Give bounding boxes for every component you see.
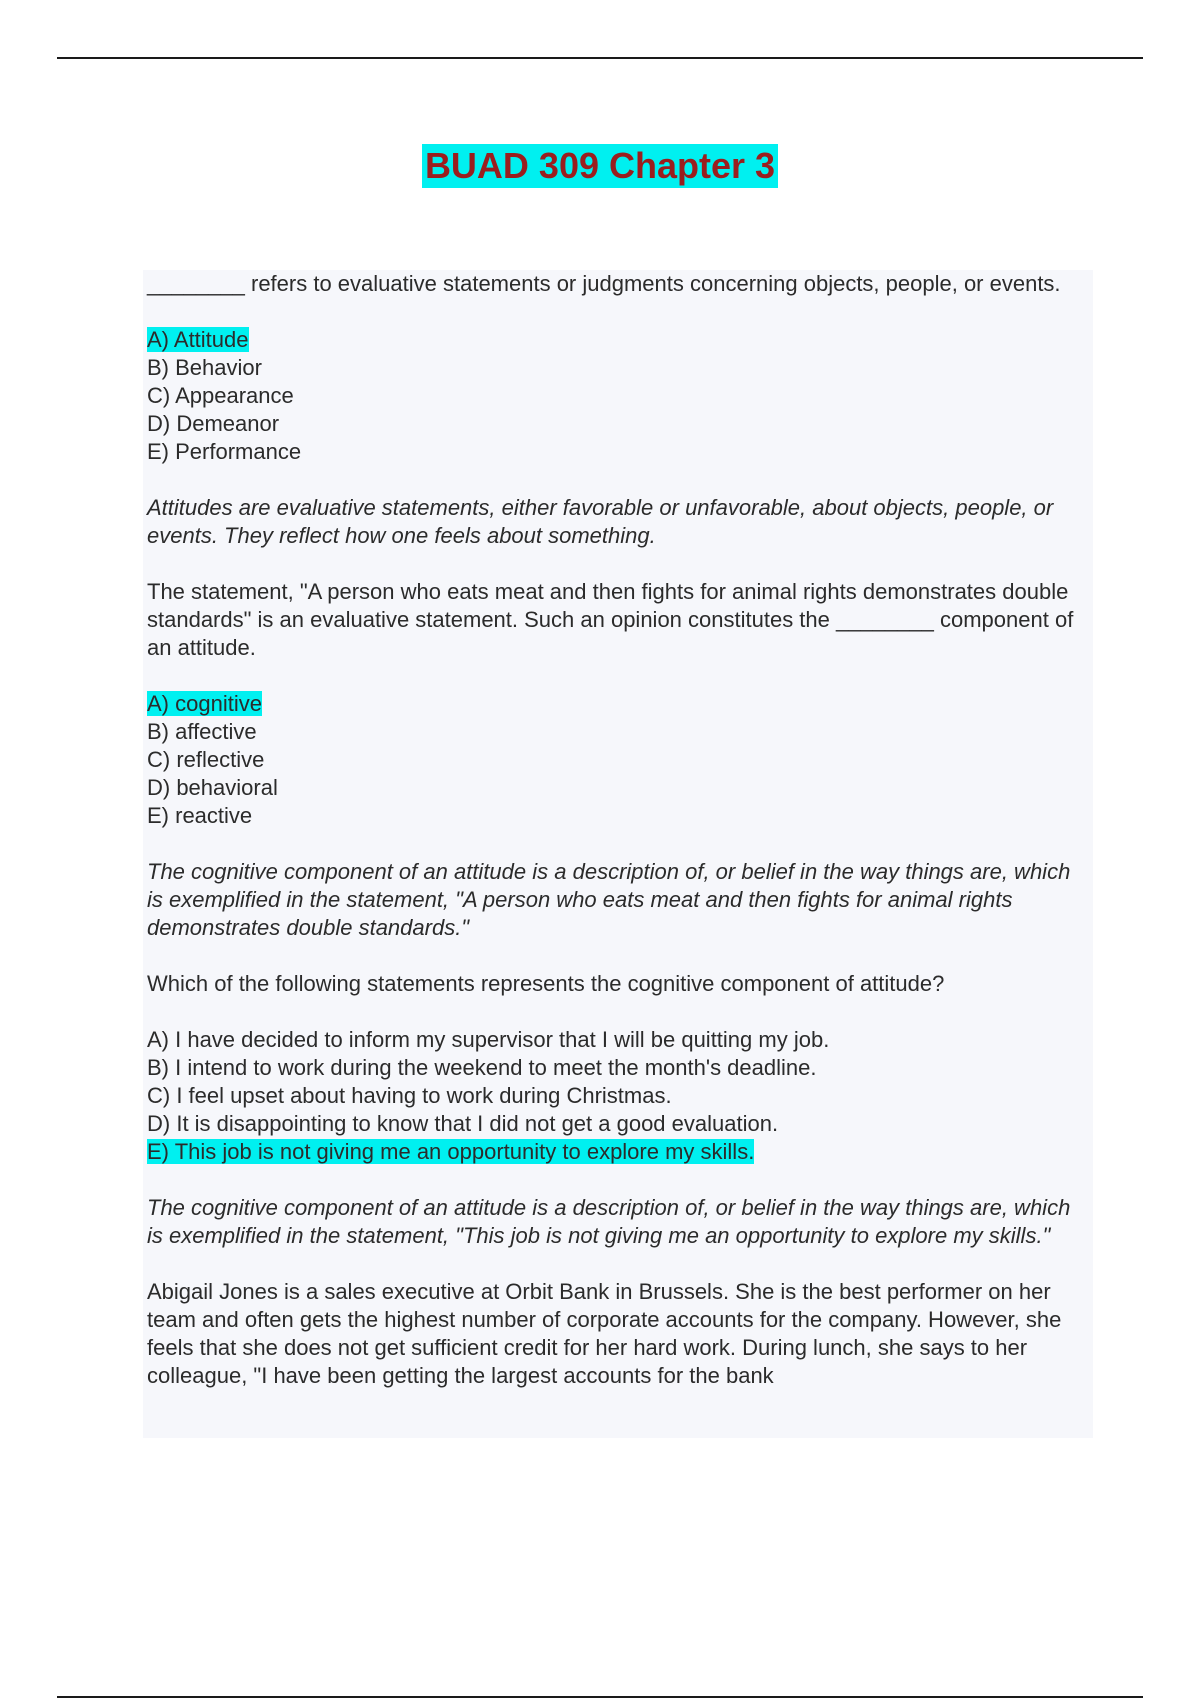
correct-answer-highlight: A) cognitive <box>147 691 262 716</box>
answer-option-label: C) reflective <box>147 747 265 772</box>
answer-option-label: D) Demeanor <box>147 411 280 436</box>
correct-answer-highlight: E) This job is not giving me an opportunity to explore my skills. <box>147 1139 755 1164</box>
question-block <box>147 270 1089 578</box>
answer-option <box>147 382 1089 410</box>
correct-answer-highlight: A) Attitude <box>147 327 249 352</box>
answer-option-label: D) behavioral <box>147 775 278 800</box>
trailing-question-text: Abigail Jones is a sales executive at Orbit Bank in Brussels. She is the best performer on her team and often gets the highest number of corporate accounts for the company. However, she feels that she does not get sufficient credit for her hard work. During lunch, she says to her colleague, "I have been getting the largest accounts for the bank <box>147 1279 1062 1388</box>
answer-option-label: B) affective <box>147 719 257 744</box>
question-block <box>147 578 1089 970</box>
qa-container <box>143 270 1093 1390</box>
answer-option-label: D) It is disappointing to know that I did not get a good evaluation. <box>147 1111 779 1136</box>
answer-option <box>147 774 1089 802</box>
answer-option <box>147 1110 1089 1138</box>
answer-option <box>147 326 1089 354</box>
question-block <box>147 970 1089 1278</box>
top-rule <box>57 57 1143 59</box>
answer-option <box>147 746 1089 774</box>
content-panel <box>143 270 1093 1438</box>
answer-option-label: B) I intend to work during the weekend to meet the month's deadline. <box>147 1055 817 1080</box>
answer-option-label: A) I have decided to inform my supervisor that I will be quitting my job. <box>147 1027 830 1052</box>
answer-option-label: E) Performance <box>147 439 302 464</box>
title-wrap <box>0 144 1200 188</box>
bottom-rule <box>57 1696 1143 1698</box>
answer-option <box>147 802 1089 830</box>
answer-option-label: B) Behavior <box>147 355 262 380</box>
explanation-text: Attitudes are evaluative statements, either favorable or unfavorable, about objects, people, or events. They reflect how one feels about something. <box>147 495 1054 548</box>
explanation-text: The cognitive component of an attitude is a description of, or belief in the way things are, which is exemplified in the statement, "This job is not giving me an opportunity to explore my skills." <box>147 1195 1071 1248</box>
answer-option-label: E) reactive <box>147 803 253 828</box>
answer-option <box>147 1026 1089 1054</box>
answer-option <box>147 438 1089 466</box>
answer-option <box>147 690 1089 718</box>
question-text: ________ refers to evaluative statements or judgments concerning objects, people, or events. <box>147 271 1061 296</box>
document-title: BUAD 309 Chapter 3 <box>422 144 778 188</box>
question-text: Which of the following statements represents the cognitive component of attitude? <box>147 971 945 996</box>
answer-option <box>147 718 1089 746</box>
answer-option-label: C) Appearance <box>147 383 294 408</box>
answer-option-label: C) I feel upset about having to work during Christmas. <box>147 1083 672 1108</box>
answer-option <box>147 1138 1089 1166</box>
answer-option <box>147 410 1089 438</box>
answer-option <box>147 1082 1089 1110</box>
answer-option <box>147 1054 1089 1082</box>
question-text: The statement, "A person who eats meat and then fights for animal rights demonstrates double standards" is an evaluative statement. Such an opinion constitutes the ________ component of an attitude. <box>147 579 1074 660</box>
answer-option <box>147 354 1089 382</box>
explanation-text: The cognitive component of an attitude is a description of, or belief in the way things are, which is exemplified in the statement, "A person who eats meat and then fights for animal rights demonstrates double standards." <box>147 859 1071 940</box>
